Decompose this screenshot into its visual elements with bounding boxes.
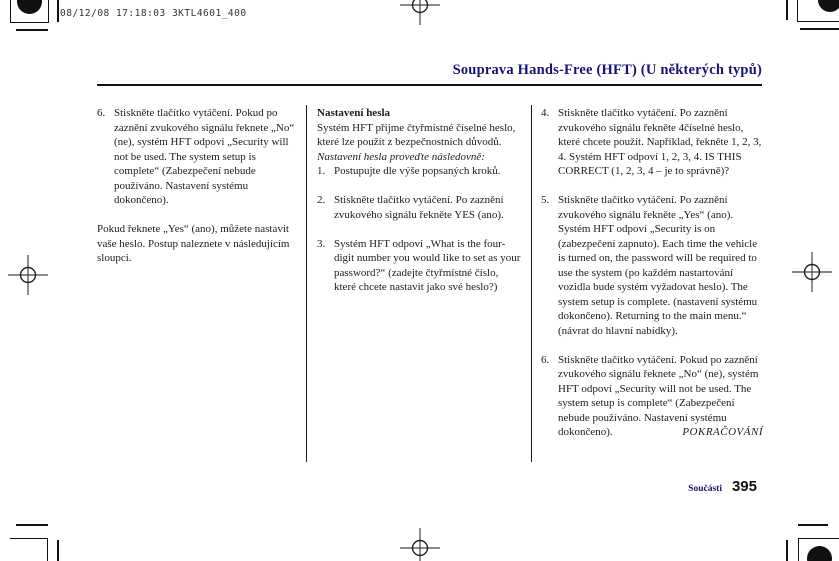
continuation-label: POKRAČOVÁNÍ	[682, 426, 763, 438]
list-item-number: 4.	[541, 107, 550, 119]
list-item-number: 3.	[317, 237, 326, 250]
column-divider	[306, 105, 307, 462]
list-item	[317, 237, 523, 295]
title-rule	[97, 84, 762, 86]
list-item	[317, 164, 523, 179]
list-item-text: Stiskněte tlačítko vytáčení. Po zaznění zvukového signálu řekněte YES (ano).	[334, 194, 504, 221]
footer-page-number: 395	[731, 478, 757, 495]
column-2	[317, 106, 523, 309]
registration-dot-icon	[17, 0, 42, 14]
list-item-text: Systém HFT odpoví „What is the four-digit number you would like to set as your password?“ (zadejte čtyřmístné číslo, které chcete nastavit jako své heslo?)	[334, 237, 521, 293]
list-item-text: Stiskněte tlačítko vytáčení. Po zaznění zvukového signálu řekněte „Yes“ (ano). Systém HFT odpoví „Security is on (zabezpečení zapnuto). Each time the vehicle is turned on, the password will be required to use the system (po každém nastartování vozidla bude systém vyžadovat heslo). The system setup is complete. (nastavení systému dokončeno). Returning to the main menu.“ (návrat do hlavní nabídky).	[558, 194, 758, 337]
registration-crosshair-icon	[792, 252, 832, 292]
crop-mark-top-right-line	[800, 28, 839, 30]
registration-crosshair-icon	[400, 528, 440, 561]
list-item-text	[558, 353, 763, 440]
registration-crosshair-icon	[8, 255, 48, 295]
list-item-text: Stiskněte tlačítko vytáčení. Pokud po zaznění zvukového signálu řeknete „No“ (ne), systém HFT odpoví „Security will not be used. The system setup is complete“ (Zabezpečení nebude používáno. Nastavení systému dokončeno).	[114, 107, 295, 206]
paragraph: Systém HFT přijme čtyřmístné číselné heslo, které lze použít z bezpečnostních důvodů.	[317, 121, 516, 148]
column-divider	[531, 105, 532, 462]
crop-mark-top-left-box	[10, 0, 49, 23]
list-item-number: 2.	[317, 194, 326, 206]
crop-mark-top-left-line	[16, 29, 48, 31]
print-timestamp: 08/12/08 17:18:03 3KTL4601_400	[60, 8, 247, 19]
list-item-number: 1.	[317, 165, 326, 177]
registration-dot-icon	[818, 0, 839, 12]
crop-mark-bottom-left-box	[10, 538, 48, 561]
page-title: Souprava Hands-Free (HFT) (U některých typů)	[452, 62, 762, 78]
crop-mark-bottom-left-vline	[57, 540, 59, 561]
crop-mark-bottom-right-vline	[786, 540, 788, 561]
crop-mark-top-right-box	[797, 0, 839, 22]
procedure-label: Nastavení hesla proveďte následovně:	[317, 150, 485, 163]
list-item	[97, 106, 301, 208]
list-item	[541, 353, 763, 440]
list-item-text-body: Stiskněte tlačítko vytáčení. Pokud po zaznění zvukového signálu řeknete „No“ (ne), systém HFT odpoví „Security will not be used. The system setup is complete“ (Zabezpečení nebude používáno. Nastavení systému dokončeno).	[558, 353, 759, 438]
crop-mark-bottom-left-line	[16, 524, 48, 526]
list-item-text: Stiskněte tlačítko vytáčení. Po zaznění zvukového signálu řekněte 4číselné heslo, které chcete použít. Například, řekněte 1, 2, 3, 4. Systém HFT odpoví 1, 2, 3, 4. IS THIS CORRECT (1, 2, 3, 4 – je to správně)?	[558, 107, 762, 177]
registration-crosshair-icon	[400, 0, 440, 25]
list-item-number: 6.	[97, 107, 106, 119]
crop-mark-top-left-vline	[57, 0, 59, 22]
crop-mark-top-right-vline	[786, 0, 788, 20]
list-item	[541, 193, 763, 338]
list-item	[541, 106, 763, 179]
column-1	[97, 106, 301, 266]
footer-section-label: Součásti	[688, 484, 722, 494]
page-footer	[497, 478, 757, 495]
section-heading: Nastavení hesla	[317, 107, 391, 119]
list-item-number: 6.	[541, 353, 550, 366]
paragraph: Pokud řeknete „Yes“ (ano), můžete nastavit vaše heslo. Postup naleznete v následujícím sloupci.	[97, 223, 290, 264]
list-item	[317, 193, 523, 222]
registration-dot-icon	[807, 546, 832, 561]
list-item-text: Postupujte dle výše popsaných kroků.	[334, 165, 501, 177]
list-item-number: 5.	[541, 194, 550, 206]
crop-mark-bottom-right-line	[798, 524, 828, 526]
crop-mark-bottom-right-box	[798, 538, 839, 561]
column-3	[541, 106, 763, 454]
